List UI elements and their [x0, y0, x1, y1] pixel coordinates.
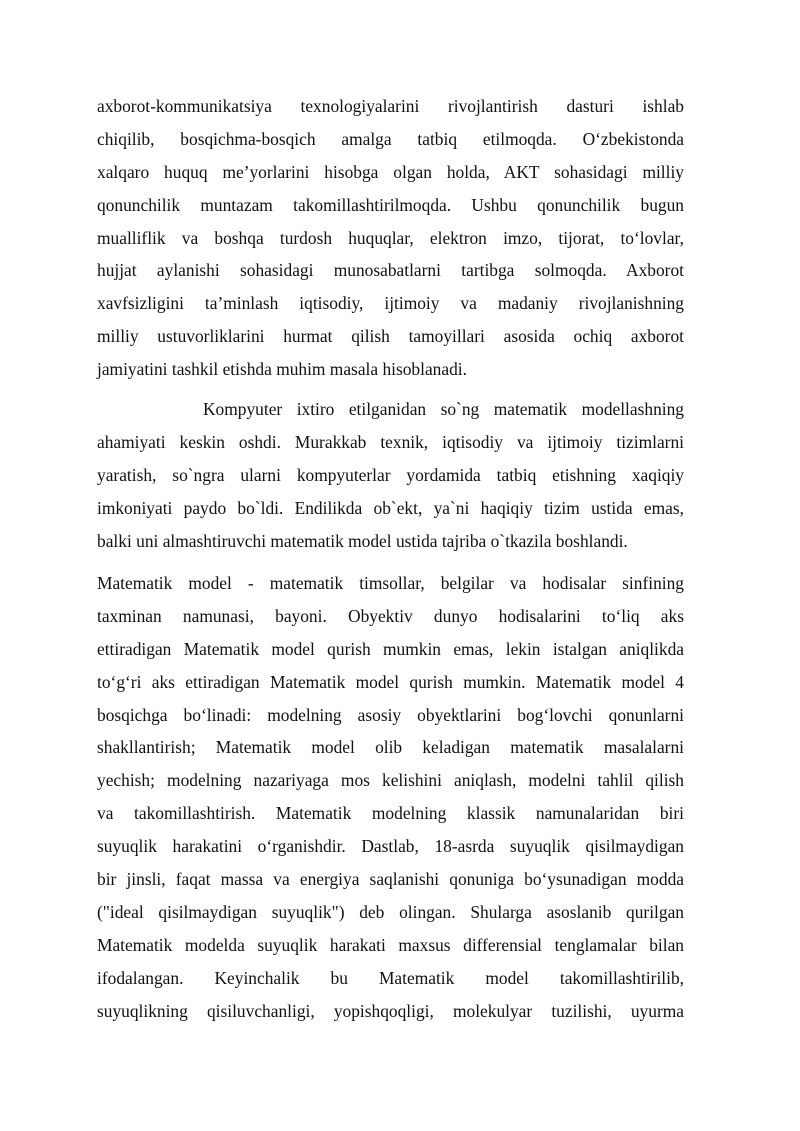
text-line: yaratish, so`ngra ularni kompyuterlar yordamida tatbiq etishning xaqiqiy [97, 464, 684, 485]
text-line: ahamiyati keskin oshdi. Murakkab texnik, iqtisodiy va ijtimoiy tizimlarni [97, 431, 684, 452]
text-line: xavfsizligini ta’minlash iqtisodiy, ijtimoiy va madaniy rivojlanishning [97, 293, 684, 314]
text-line: to‘g‘ri aks ettiradigan Matematik model qurish mumkin. Matematik model 4 [97, 671, 684, 692]
text-line: bosqichga bo‘linadi: modelning asosiy obyektlarini bog‘lovchi qonunlarni [97, 704, 684, 725]
text-line: Matematik modelda suyuqlik harakati maxsus differensial tenglamalar bilan [97, 934, 684, 955]
text-line: ettiradigan Matematik model qurish mumkin emas, lekin istalgan aniqlikda [97, 638, 684, 659]
text-line: suyuqlik harakatini o‘rganishdir. Dastlab, 18-asrda suyuqlik qisilmaydigan [97, 836, 684, 857]
text-line: va takomillashtirish. Matematik modelning klassik namunalaridan biri [97, 803, 684, 824]
text-line: taxminan namunasi, bayoni. Obyektiv dunyo hodisalarini to‘liq aks [97, 605, 684, 626]
text-line: xalqaro huquq me’yorlarini hisobga olgan holda, AKT sohasidagi milliy [97, 161, 684, 182]
text-line: axborot-kommunikatsiya texnologiyalarini rivojlantirish dasturi ishlab [97, 96, 684, 116]
text-line: shakllantirish; Matematik model olib keladigan matematik masalalarni [97, 737, 684, 758]
paragraph-ict-legislation [97, 90, 684, 386]
paragraph-mathematical-model [97, 567, 684, 1027]
text-line: ("ideal qisilmaydigan suyuqlik") deb olingan. Shularga asoslanib qurilgan [97, 901, 684, 922]
text-line: ifodalangan. Keyinchalik bu Matematik model takomillashtirilib, [97, 967, 684, 988]
text-line: imkoniyati paydo bo`ldi. Endilikda ob`ekt, ya`ni haqiqiy tizim ustida emas, [97, 497, 684, 518]
text-line: bir jinsli, faqat massa va energiya saqlanishi qonuniga bo‘ysunadigan modda [97, 869, 684, 890]
paragraph-computer-modeling [97, 393, 684, 557]
text-line: suyuqlikning qisiluvchanligi, yopishqoqligi, molekulyar tuzilishi, uyurma [97, 1000, 684, 1021]
text-line: Matematik model - matematik timsollar, belgilar va hodisalar sinfining [97, 573, 684, 593]
text-line: chiqilib, bosqichma-bosqich amalga tatbiq etilmoqda. O‘zbekistonda [97, 128, 684, 149]
text-line: hujjat aylanishi sohasidagi munosabatlarni tartibga solmoqda. Axborot [97, 260, 684, 281]
text-line: milliy ustuvorliklarini hurmat qilish tamoyillari asosida ochiq axborot [97, 326, 684, 347]
text-line: Kompyuter ixtiro etilganidan so`ng matematik modellashning [203, 399, 684, 419]
text-line: yechish; modelning nazariyaga mos kelishini aniqlash, modelni tahlil qilish [97, 770, 684, 791]
text-line: jamiyatini tashkil etishda muhim masala hisoblanadi. [97, 359, 467, 380]
text-line: qonunchilik muntazam takomillashtirilmoqda. Ushbu qonunchilik bugun [97, 194, 684, 215]
text-line: balki uni almashtiruvchi matematik model ustida tajriba o`tkazila boshlandi. [97, 530, 628, 551]
text-line: mualliflik va boshqa turdosh huquqlar, elektron imzo, tijorat, to‘lovlar, [97, 227, 684, 248]
